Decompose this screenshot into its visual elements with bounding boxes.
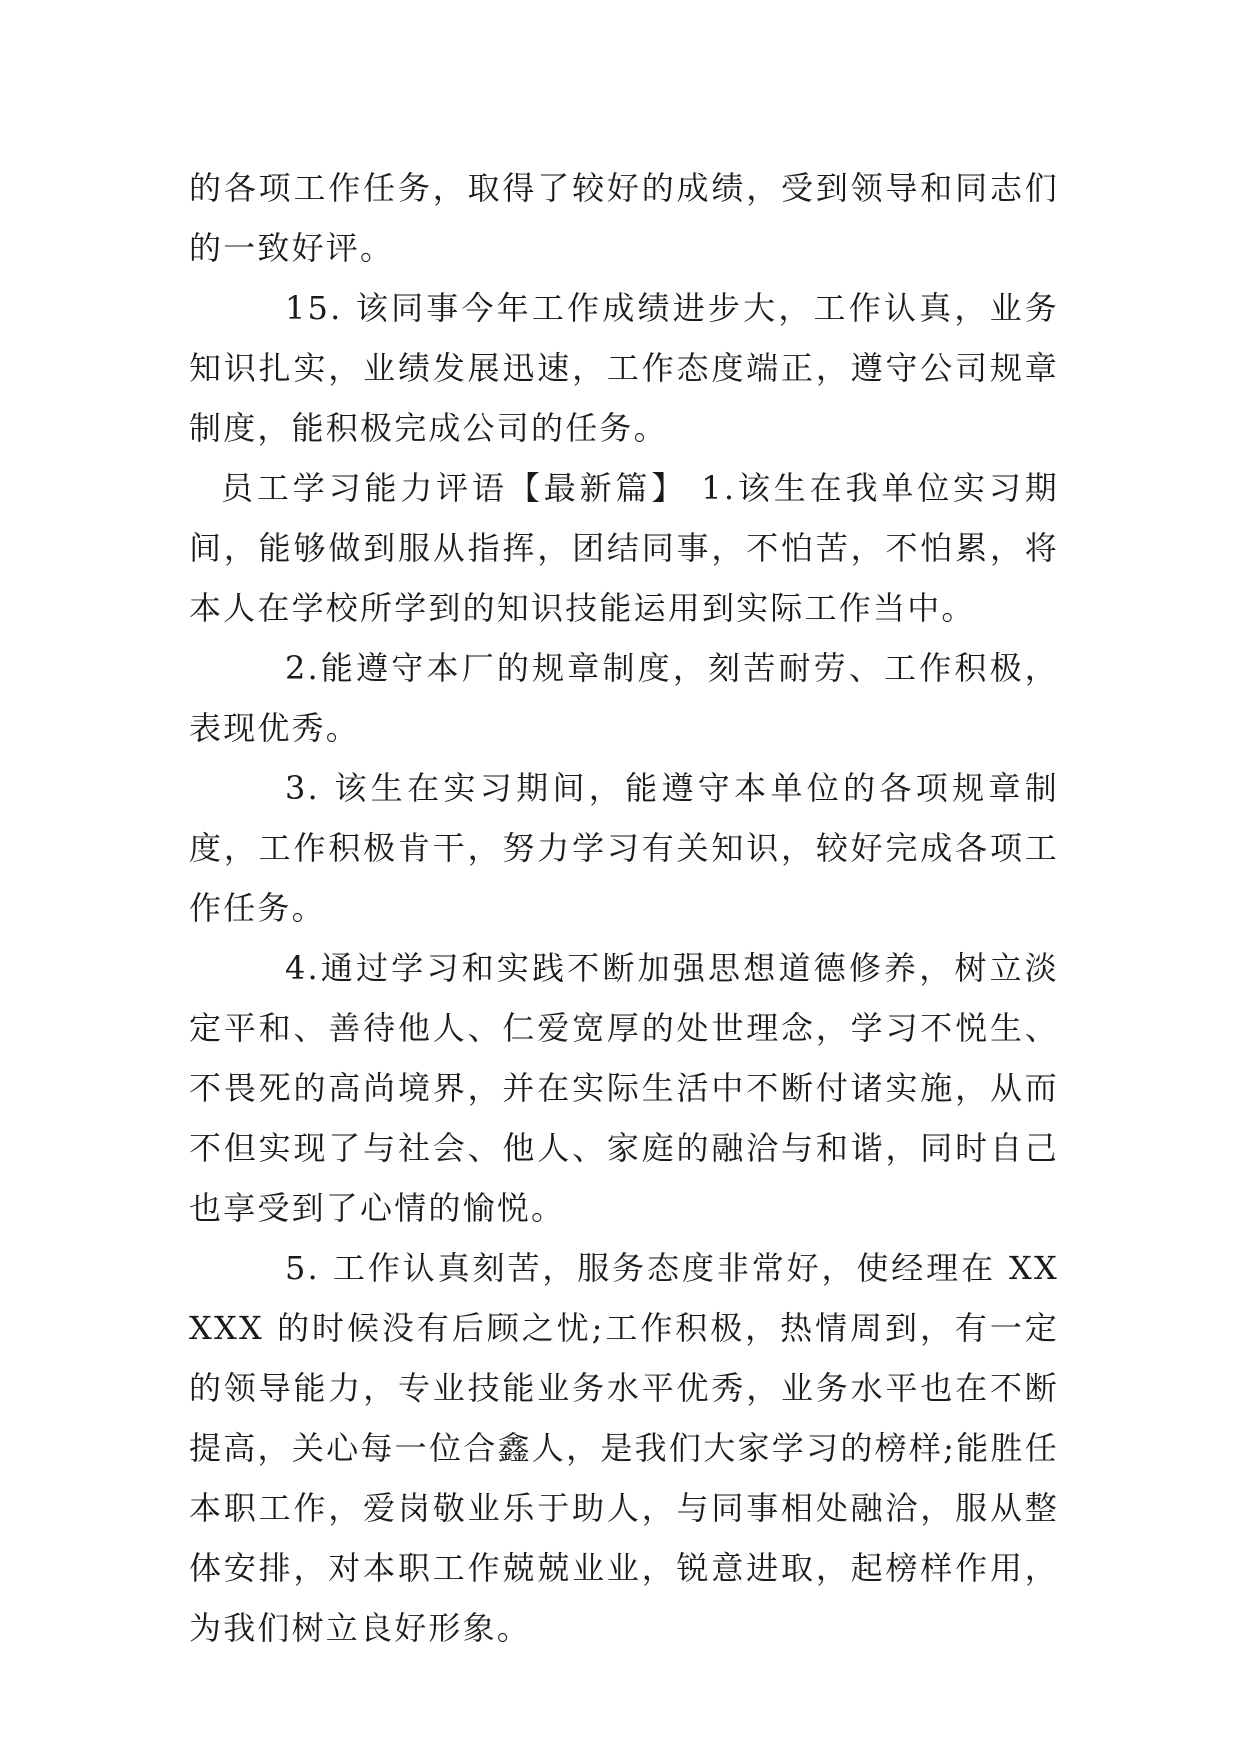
paragraph-item-3: 3. 该生在实习期间，能遵守本单位的各项规章制度，工作积极肯干，努力学习有关知识，较好完成各项工作任务。 <box>189 769 1059 927</box>
paragraph-section-heading-item-1: 员工学习能力评语【最新篇】 1.该生在我单位实习期间，能够做到服从指挥，团结同事，不怕苦，不怕累，将本人在学校所学到的知识技能运用到实际工作当中。 <box>189 469 1059 627</box>
paragraph-item-5: 5. 工作认真刻苦，服务态度非常好，使经理在 XXXXX 的时候没有后顾之忧;工作积极，热情周到，有一定的领导能力，专业技能业务水平优秀，业务水平也在不断提高，关心每一位合鑫人，是我们大家学习的榜样;能胜任本职工作，爱岗敬业乐于助人，与同事相处融洽，服从整体安排，对本职工作兢兢业业，锐意进取，起榜样作用，为我们树立良好形象。 <box>189 1249 1059 1647</box>
paragraph-item-15: 15. 该同事今年工作成绩进步大，工作认真，业务知识扎实，业绩发展迅速，工作态度端正，遵守公司规章制度，能积极完成公司的任务。 <box>189 289 1059 447</box>
paragraph-continuation: 的各项工作任务，取得了较好的成绩，受到领导和同志们的一致好评。 <box>189 169 1059 267</box>
document-page <box>189 158 1059 1658</box>
paragraph-item-4: 4.通过学习和实践不断加强思想道德修养，树立淡定平和、善待他人、仁爱宽厚的处世理念，学习不悦生、不畏死的高尚境界，并在实际生活中不断付诸实施，从而不但实现了与社会、他人、家庭的融洽与和谐，同时自己也享受到了心情的愉悦。 <box>189 949 1059 1227</box>
paragraph-item-2: 2.能遵守本厂的规章制度，刻苦耐劳、工作积极，表现优秀。 <box>189 649 1059 747</box>
